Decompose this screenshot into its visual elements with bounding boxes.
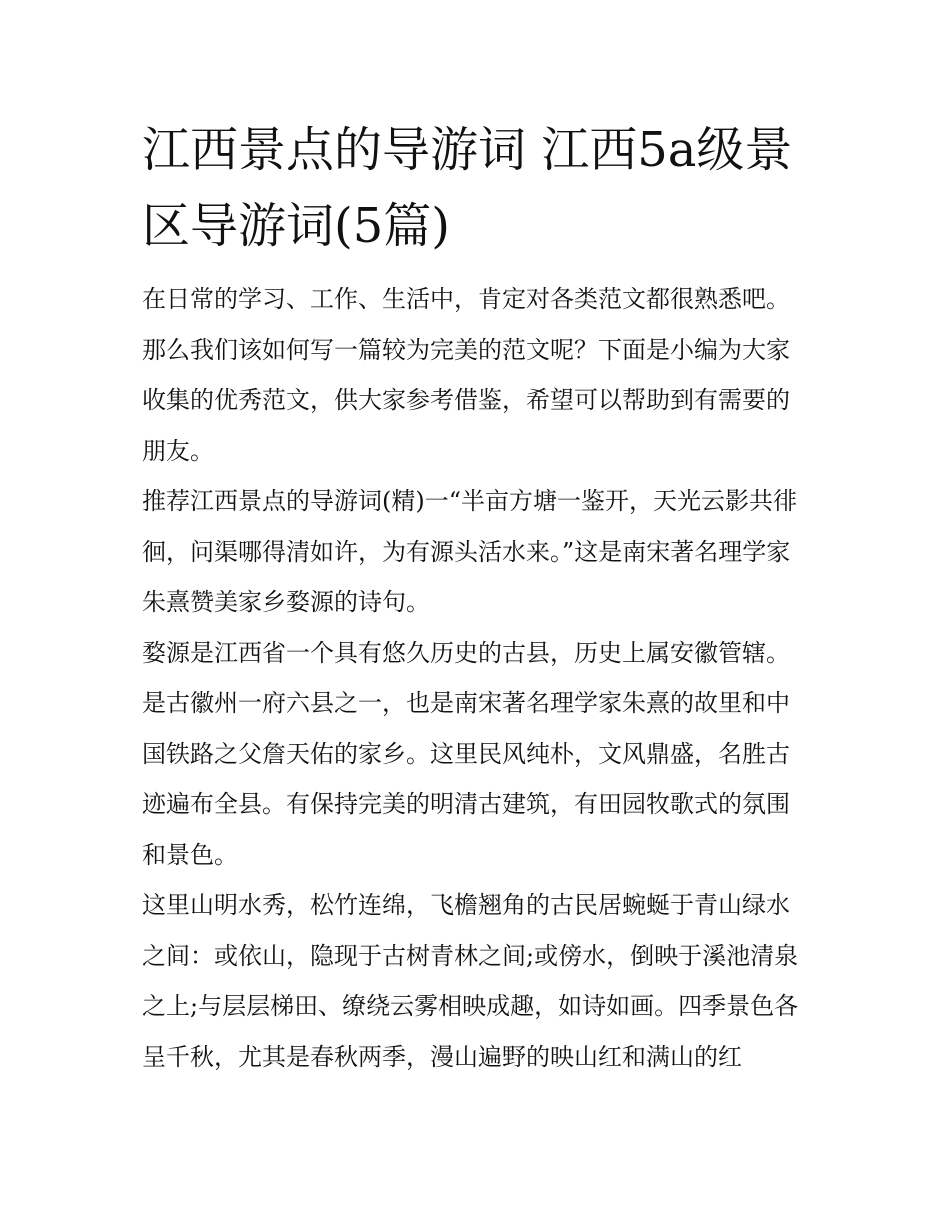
paragraph-scenery: 这里山明水秀，松竹连绵，飞檐翘角的古民居蜿蜒于青山绿水之间：或依山，隐现于古树青林之间;或傍水，倒映于溪池清泉之上;与层层梯田、缭绕云雾相映成趣，如诗如画。四季景色各呈千秋，尤其是春秋两季，漫山遍野的映山红和满山的红 xyxy=(142,891,799,1071)
paragraph-poem: 推荐江西景点的导游词(精)一“半亩方塘一鉴开，天光云影共徘徊，问渠哪得清如许，为有源头活水来。”这是南宋著名理学家朱熹赞美家乡婺源的诗句。 xyxy=(142,487,797,616)
paragraph-history: 婺源是江西省一个具有悠久历史的古县，历史上属安徽管辖。是古徽州一府六县之一，也是南宋著名理学家朱熹的故里和中国铁路之父詹天佑的家乡。这里民风纯朴，文风鼎盛，名胜古迹遍布全县。有保持完美的明清古建筑，有田园牧歌式的氛围和景色。 xyxy=(142,638,790,869)
paragraph-intro: 在日常的学习、工作、生活中，肯定对各类范文都很熟悉吧。那么我们该如何写一篇较为完美的范文呢？下面是小编为大家收集的优秀范文，供大家参考借鉴，希望可以帮助到有需要的朋友。 xyxy=(142,285,790,465)
document-title: 江西景点的导游词 江西5a级景区导游词(5篇) xyxy=(142,122,793,254)
document-content xyxy=(142,112,812,1082)
